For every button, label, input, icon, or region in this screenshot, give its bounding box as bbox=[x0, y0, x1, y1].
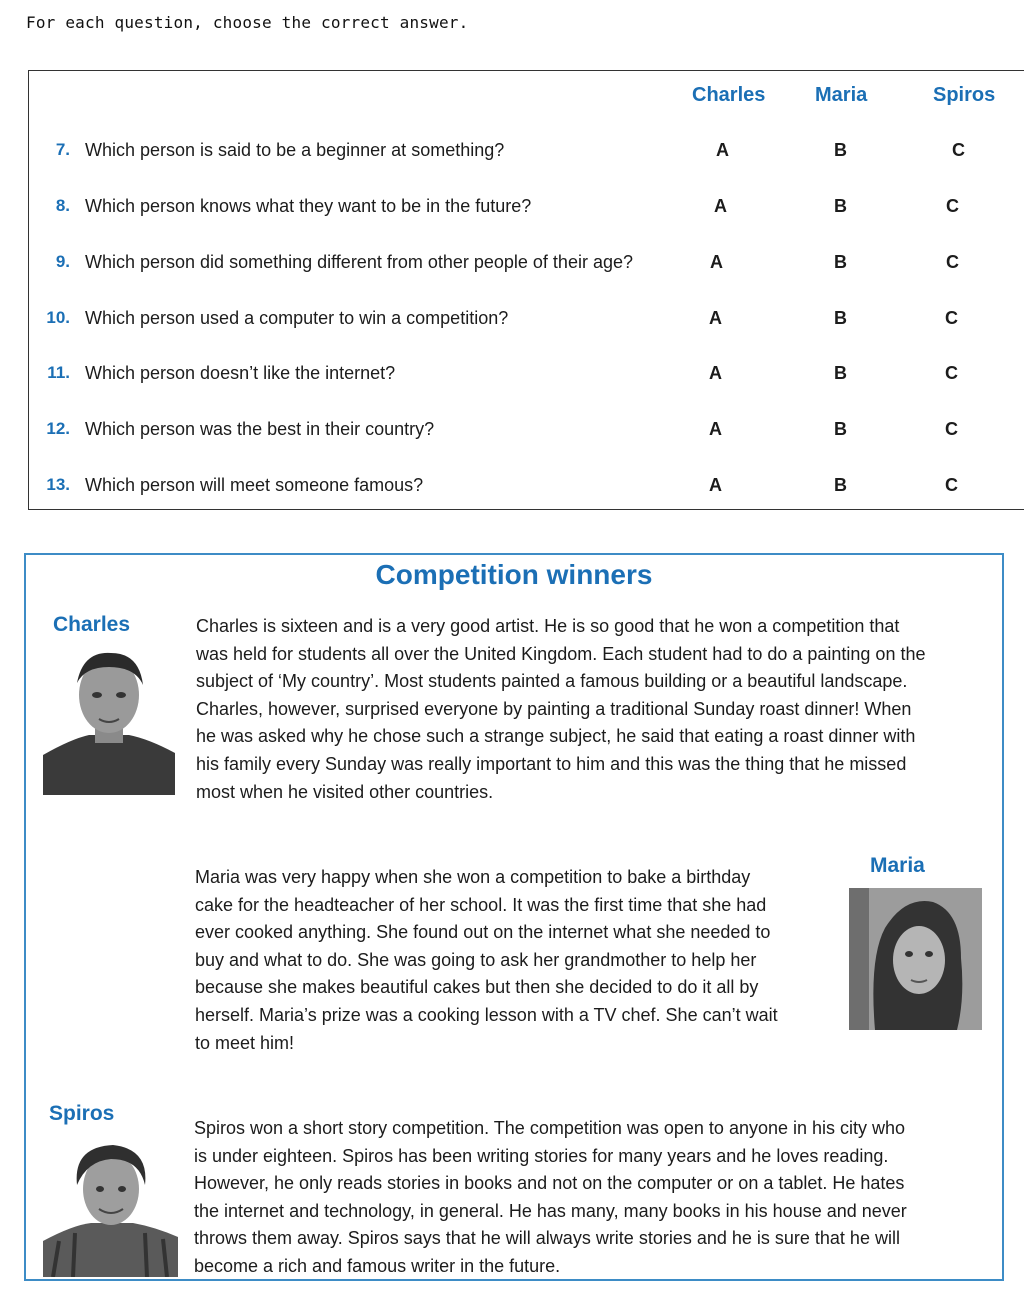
column-header-charles: Charles bbox=[692, 84, 766, 106]
paragraph-line: the internet and technology, in general. He has many, many books in his house and never bbox=[194, 1200, 907, 1221]
paragraph-line: most when he visited other countries. bbox=[196, 781, 494, 802]
paragraph-line: to meet him! bbox=[195, 1032, 295, 1053]
paragraph-line: is under eighteen. Spiros has been writing stories for many years and he loves reading. bbox=[194, 1145, 889, 1166]
paragraph-line: subject of ‘My country’. Most students painted a famous building or a beautiful landscape. bbox=[196, 671, 908, 692]
paragraph-line: Spiros won a short story competition. The competition was open to anyone in his city who bbox=[194, 1118, 906, 1138]
option-a[interactable]: A bbox=[709, 363, 722, 383]
question-row-11 bbox=[29, 363, 1024, 393]
option-a[interactable]: A bbox=[710, 252, 723, 272]
option-b[interactable]: B bbox=[834, 308, 847, 328]
question-number: 12. bbox=[46, 419, 70, 438]
spiros-photo bbox=[43, 1137, 178, 1277]
option-a[interactable]: A bbox=[714, 196, 727, 216]
question-number: 11. bbox=[47, 363, 70, 382]
option-b[interactable]: B bbox=[834, 140, 847, 160]
question-text: Which person was the best in their country? bbox=[85, 419, 435, 439]
portrait-icon bbox=[43, 1137, 178, 1277]
paragraph-line: herself. Maria’s prize was a cooking lesson with a TV chef. She can’t wait bbox=[195, 1004, 778, 1025]
paragraph-line: because she makes beautiful cakes but then she decided to do it all by bbox=[195, 977, 759, 998]
option-c[interactable]: C bbox=[945, 419, 958, 439]
option-a[interactable]: A bbox=[709, 475, 722, 495]
paragraph-line: become a rich and famous writer in the future. bbox=[194, 1255, 561, 1276]
question-text: Which person is said to be a beginner at something? bbox=[85, 140, 505, 160]
question-text: Which person will meet someone famous? bbox=[85, 475, 424, 495]
maria-paragraph bbox=[195, 864, 778, 1057]
option-c[interactable]: C bbox=[945, 363, 958, 383]
question-text: Which person knows what they want to be in the future? bbox=[85, 196, 532, 216]
option-c[interactable]: C bbox=[945, 475, 958, 495]
portrait-icon bbox=[849, 888, 982, 1030]
question-row-9 bbox=[29, 252, 1024, 282]
paragraph-line: Maria was very happy when she won a competition to bake a birthday bbox=[195, 867, 751, 887]
paragraph-line: was held for students all over the United Kingdom. Each student had to do a painting on the bbox=[196, 643, 926, 664]
question-number: 10. bbox=[46, 308, 70, 327]
article-title: Competition winners bbox=[375, 559, 653, 590]
paragraph-line: buy and what to do. She was going to ask her grandmother to help her bbox=[195, 949, 757, 970]
option-b[interactable]: B bbox=[834, 363, 847, 383]
instruction-text: For each question, choose the correct answer. bbox=[26, 13, 469, 32]
paragraph-line: his family every Sunday was really important to him and this was the thing that he missed bbox=[196, 753, 907, 774]
option-c[interactable]: C bbox=[946, 252, 959, 272]
question-number: 9. bbox=[55, 252, 70, 271]
option-a[interactable]: A bbox=[709, 308, 722, 328]
charles-photo bbox=[43, 643, 175, 795]
option-a[interactable]: A bbox=[716, 140, 729, 160]
question-number: 13. bbox=[46, 475, 70, 494]
question-text: Which person did something different from other people of their age? bbox=[85, 252, 633, 272]
option-b[interactable]: B bbox=[834, 475, 847, 495]
name-label-maria: Maria bbox=[870, 854, 925, 877]
option-c[interactable]: C bbox=[945, 308, 958, 328]
option-c[interactable]: C bbox=[946, 196, 959, 216]
paragraph-line: throws them away. Spiros says that he will always write stories and he is sure that he will bbox=[194, 1228, 900, 1249]
name-label-spiros: Spiros bbox=[49, 1102, 115, 1125]
paragraph-line: cake for the headteacher of her school. It was the first time that she had bbox=[195, 894, 767, 915]
question-text: Which person used a computer to win a competition? bbox=[85, 308, 509, 328]
column-header-maria: Maria bbox=[815, 84, 868, 106]
portrait-icon bbox=[43, 643, 175, 795]
question-row-13 bbox=[29, 475, 1024, 505]
question-number: 8. bbox=[55, 196, 70, 215]
name-label-charles: Charles bbox=[53, 613, 131, 636]
question-row-10 bbox=[29, 308, 1024, 338]
column-header-spiros: Spiros bbox=[933, 84, 996, 106]
paragraph-line: Charles is sixteen and is a very good artist. He is so good that he won a competition that bbox=[196, 616, 900, 636]
maria-photo bbox=[849, 888, 982, 1030]
question-number: 7. bbox=[55, 140, 70, 159]
paragraph-line: Charles, however, surprised everyone by painting a traditional Sunday roast dinner! When bbox=[196, 698, 912, 719]
paragraph-line: he was asked why he chose such a strange subject, he said that eating a roast dinner with bbox=[196, 726, 916, 747]
charles-paragraph bbox=[196, 613, 925, 806]
question-text: Which person doesn’t like the internet? bbox=[85, 363, 396, 383]
paragraph-line: ever cooked anything. She found out on the internet what she needed to bbox=[195, 922, 771, 943]
option-c[interactable]: C bbox=[952, 140, 965, 160]
question-row-8 bbox=[29, 196, 1024, 226]
option-b[interactable]: B bbox=[834, 252, 847, 272]
question-table bbox=[28, 70, 1024, 510]
option-b[interactable]: B bbox=[834, 419, 847, 439]
article-box bbox=[24, 553, 1004, 1281]
spiros-paragraph bbox=[194, 1115, 907, 1281]
option-a[interactable]: A bbox=[709, 419, 722, 439]
option-b[interactable]: B bbox=[834, 196, 847, 216]
question-row-12 bbox=[29, 419, 1024, 449]
paragraph-line: However, he only reads stories in books and not on the computer or on a tablet. He hates bbox=[194, 1173, 905, 1194]
question-row-7 bbox=[29, 140, 1024, 170]
